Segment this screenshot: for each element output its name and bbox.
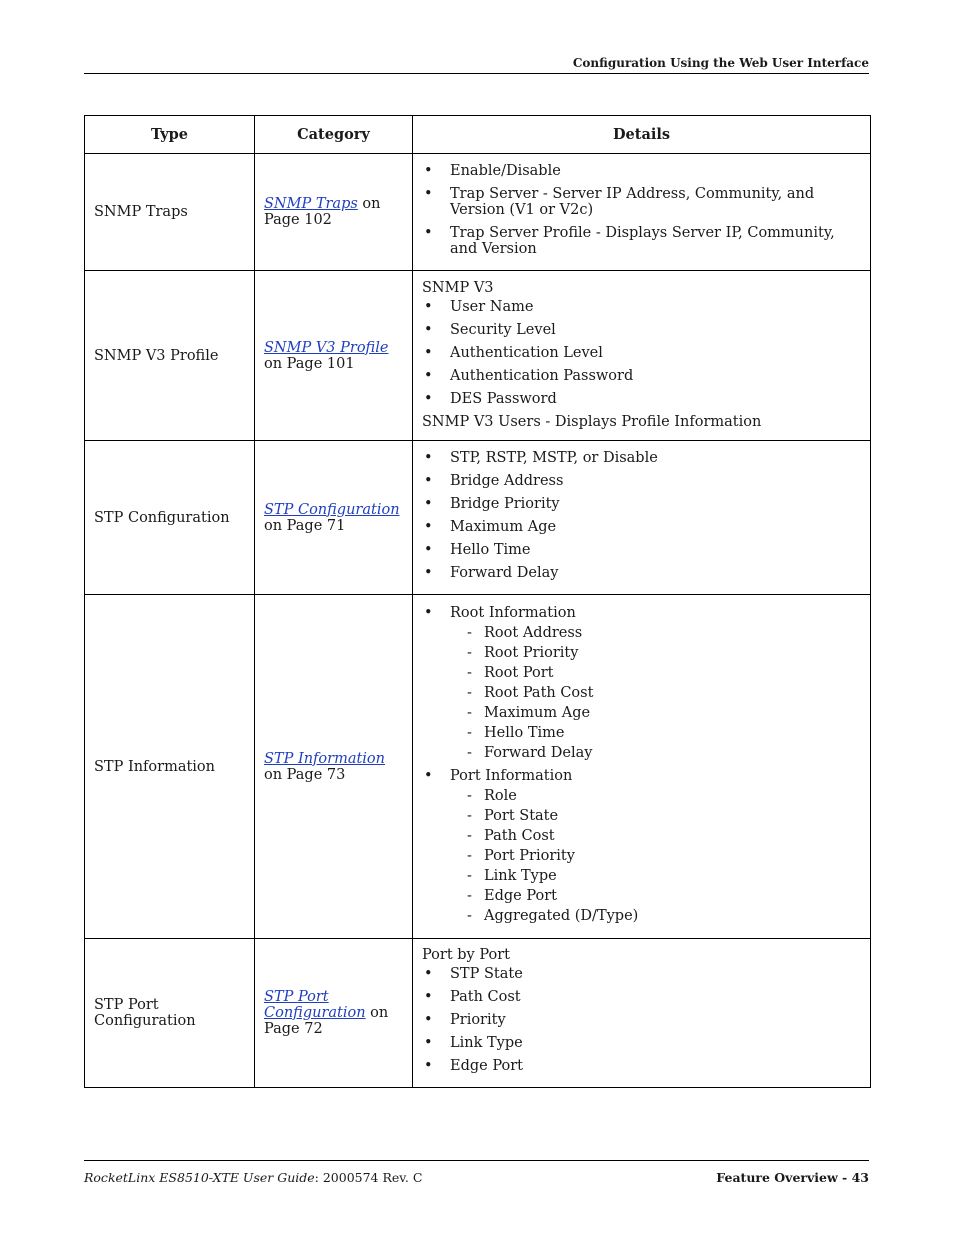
category-link[interactable]: STP Port Configuration <box>264 989 366 1021</box>
table-body <box>85 154 871 1088</box>
running-footer <box>84 1160 869 1185</box>
bullet-list <box>422 163 861 257</box>
bullet-icon: • <box>424 163 433 179</box>
list-item-text: Root Information <box>450 605 576 621</box>
category-page-ref: on Page 102 <box>264 196 381 228</box>
sub-list-item-text: Edge Port <box>484 888 557 904</box>
list-item-text: User Name <box>450 299 534 315</box>
type-text: STP Port Configuration <box>94 997 196 1029</box>
sub-list-item-text: Root Port <box>484 665 554 681</box>
dash-icon: - <box>467 888 472 904</box>
column-header-details: Details <box>413 116 871 154</box>
sub-list-item <box>450 908 861 924</box>
sub-list-item <box>450 868 861 884</box>
sub-list-item <box>450 665 861 681</box>
table-row <box>85 595 871 939</box>
cell-details <box>413 271 871 441</box>
list-item <box>422 768 861 924</box>
bullet-list <box>422 966 861 1074</box>
feature-table <box>84 115 871 1088</box>
table-row <box>85 154 871 271</box>
bullet-icon: • <box>424 605 433 621</box>
dash-icon: - <box>467 828 472 844</box>
sub-list-item <box>450 788 861 804</box>
dash-icon: - <box>467 725 472 741</box>
list-item <box>422 450 861 466</box>
bullet-icon: • <box>424 768 433 784</box>
dash-icon: - <box>467 808 472 824</box>
column-header-type: Type <box>85 116 255 154</box>
list-item <box>422 345 861 361</box>
list-item <box>422 966 861 982</box>
sub-list-item-text: Root Address <box>484 625 583 641</box>
dash-icon: - <box>467 868 472 884</box>
column-header-category: Category <box>255 116 413 154</box>
sub-list-item-text: Maximum Age <box>484 705 591 721</box>
table-row <box>85 271 871 441</box>
category-page-ref: on Page 101 <box>264 355 355 372</box>
sub-list-item <box>450 745 861 761</box>
list-item-text: STP State <box>450 966 523 982</box>
sub-list-item-text: Port Priority <box>484 848 575 864</box>
sub-list-item-text: Forward Delay <box>484 745 593 761</box>
details-text: Port by Port <box>422 947 511 963</box>
bullet-icon: • <box>424 450 433 466</box>
category-link[interactable]: STP Information <box>264 750 385 767</box>
sub-list-item-text: Role <box>484 788 517 804</box>
sub-list-item-text: Hello Time <box>484 725 565 741</box>
sub-list-item <box>450 808 861 824</box>
category-page-ref: on Page 73 <box>264 766 346 783</box>
dash-icon: - <box>467 848 472 864</box>
category-page-ref: on Page 71 <box>264 517 346 534</box>
list-item-text: Security Level <box>450 322 556 338</box>
list-item <box>422 1058 861 1074</box>
list-item <box>422 299 861 315</box>
bullet-icon: • <box>424 519 433 535</box>
bullet-icon: • <box>424 496 433 512</box>
type-text: STP Information <box>94 758 215 775</box>
sub-list-item <box>450 705 861 721</box>
list-item-text: Bridge Priority <box>450 496 560 512</box>
list-item <box>422 519 861 535</box>
list-item-text: STP, RSTP, MSTP, or Disable <box>450 450 658 466</box>
bullet-icon: • <box>424 225 433 241</box>
bullet-icon: • <box>424 565 433 581</box>
list-item <box>422 989 861 1005</box>
details-text: SNMP V3 <box>422 280 494 296</box>
sub-list-item-text: Link Type <box>484 868 557 884</box>
sub-list-item <box>450 848 861 864</box>
list-item <box>422 473 861 489</box>
dash-icon: - <box>467 625 472 641</box>
list-item <box>422 496 861 512</box>
list-item-text: Authentication Level <box>450 345 603 361</box>
sub-list-item-text: Root Path Cost <box>484 685 594 701</box>
list-item-text: Authentication Password <box>450 368 634 384</box>
sub-list-item <box>450 725 861 741</box>
cell-type <box>85 441 255 595</box>
list-item-text: Trap Server - Server IP Address, Community, and Version (V1 or V2c) <box>450 186 815 218</box>
dash-icon: - <box>467 788 472 804</box>
bullet-icon: • <box>424 542 433 558</box>
type-text: SNMP V3 Profile <box>94 347 219 364</box>
list-item <box>422 322 861 338</box>
sub-list-item-text: Aggregated (D/Type) <box>484 908 639 924</box>
cell-type <box>85 271 255 441</box>
category-link[interactable]: SNMP Traps <box>264 196 358 212</box>
list-item-text: Hello Time <box>450 542 531 558</box>
category-page-ref: on Page 72 <box>264 1005 389 1037</box>
section-title: Configuration Using the Web User Interface <box>572 56 869 70</box>
details-text: SNMP V3 Users - Displays Profile Information <box>422 414 762 430</box>
cell-category <box>255 939 413 1088</box>
list-item <box>422 225 861 257</box>
sub-list-item <box>450 828 861 844</box>
cell-details <box>413 595 871 939</box>
sub-list-item-text: Port State <box>484 808 559 824</box>
guide-title: RocketLinx ES8510-XTE User Guide <box>84 1170 315 1185</box>
sub-list-item <box>450 685 861 701</box>
category-link[interactable]: SNMP V3 Profile <box>264 339 389 356</box>
bullet-icon: • <box>424 186 433 202</box>
list-item <box>422 1012 861 1028</box>
bullet-list <box>422 605 861 924</box>
list-item <box>422 163 861 179</box>
cell-type <box>85 939 255 1088</box>
list-item-text: Link Type <box>450 1035 523 1051</box>
dash-icon: - <box>467 908 472 924</box>
list-item <box>422 1035 861 1051</box>
sub-list-item-text: Root Priority <box>484 645 579 661</box>
bullet-icon: • <box>424 1058 433 1074</box>
sub-list-item-text: Path Cost <box>484 828 555 844</box>
list-item-text: Trap Server Profile - Displays Server IP, Community, and Version <box>450 225 835 257</box>
list-item <box>422 542 861 558</box>
dash-icon: - <box>467 705 472 721</box>
list-item-text: Priority <box>450 1012 506 1028</box>
table-row <box>85 441 871 595</box>
cell-type <box>85 595 255 939</box>
list-item <box>422 368 861 384</box>
list-item-text: Port Information <box>450 768 573 784</box>
dash-icon: - <box>467 665 472 681</box>
sub-list-item <box>450 645 861 661</box>
table-row <box>85 939 871 1088</box>
list-item-text: Edge Port <box>450 1058 523 1074</box>
cell-details <box>413 441 871 595</box>
bullet-icon: • <box>424 322 433 338</box>
type-text: STP Configuration <box>94 509 230 526</box>
guide-revision: : 2000574 Rev. C <box>314 1170 423 1185</box>
cell-details <box>413 154 871 271</box>
category-link[interactable]: STP Configuration <box>264 501 400 518</box>
cell-type <box>85 154 255 271</box>
list-item-text: DES Password <box>450 391 557 407</box>
bullet-icon: • <box>424 299 433 315</box>
cell-category <box>255 595 413 939</box>
dash-icon: - <box>467 745 472 761</box>
dash-icon: - <box>467 645 472 661</box>
bullet-icon: • <box>424 1012 433 1028</box>
sub-list-item <box>450 625 861 641</box>
list-item <box>422 565 861 581</box>
sub-list <box>450 788 861 924</box>
bullet-icon: • <box>424 368 433 384</box>
bullet-icon: • <box>424 989 433 1005</box>
bullet-list <box>422 299 861 407</box>
list-item-text: Path Cost <box>450 989 521 1005</box>
page-label: Feature Overview - 43 <box>716 1170 869 1185</box>
bullet-icon: • <box>424 473 433 489</box>
dash-icon: - <box>467 685 472 701</box>
bullet-icon: • <box>424 966 433 982</box>
bullet-list <box>422 450 861 581</box>
cell-category <box>255 154 413 271</box>
sub-list <box>450 625 861 761</box>
list-item <box>422 186 861 218</box>
list-item <box>422 391 861 407</box>
cell-details <box>413 939 871 1088</box>
bullet-icon: • <box>424 345 433 361</box>
type-text: SNMP Traps <box>94 204 188 220</box>
bullet-icon: • <box>424 1035 433 1051</box>
list-item-text: Bridge Address <box>450 473 564 489</box>
running-header <box>84 56 869 74</box>
bullet-icon: • <box>424 391 433 407</box>
list-item-text: Maximum Age <box>450 519 557 535</box>
cell-category <box>255 441 413 595</box>
list-item <box>422 605 861 761</box>
table-header-row <box>85 116 871 154</box>
list-item-text: Forward Delay <box>450 565 559 581</box>
cell-category <box>255 271 413 441</box>
sub-list-item <box>450 888 861 904</box>
list-item-text: Enable/Disable <box>450 163 561 179</box>
footer-guide <box>84 1170 422 1185</box>
